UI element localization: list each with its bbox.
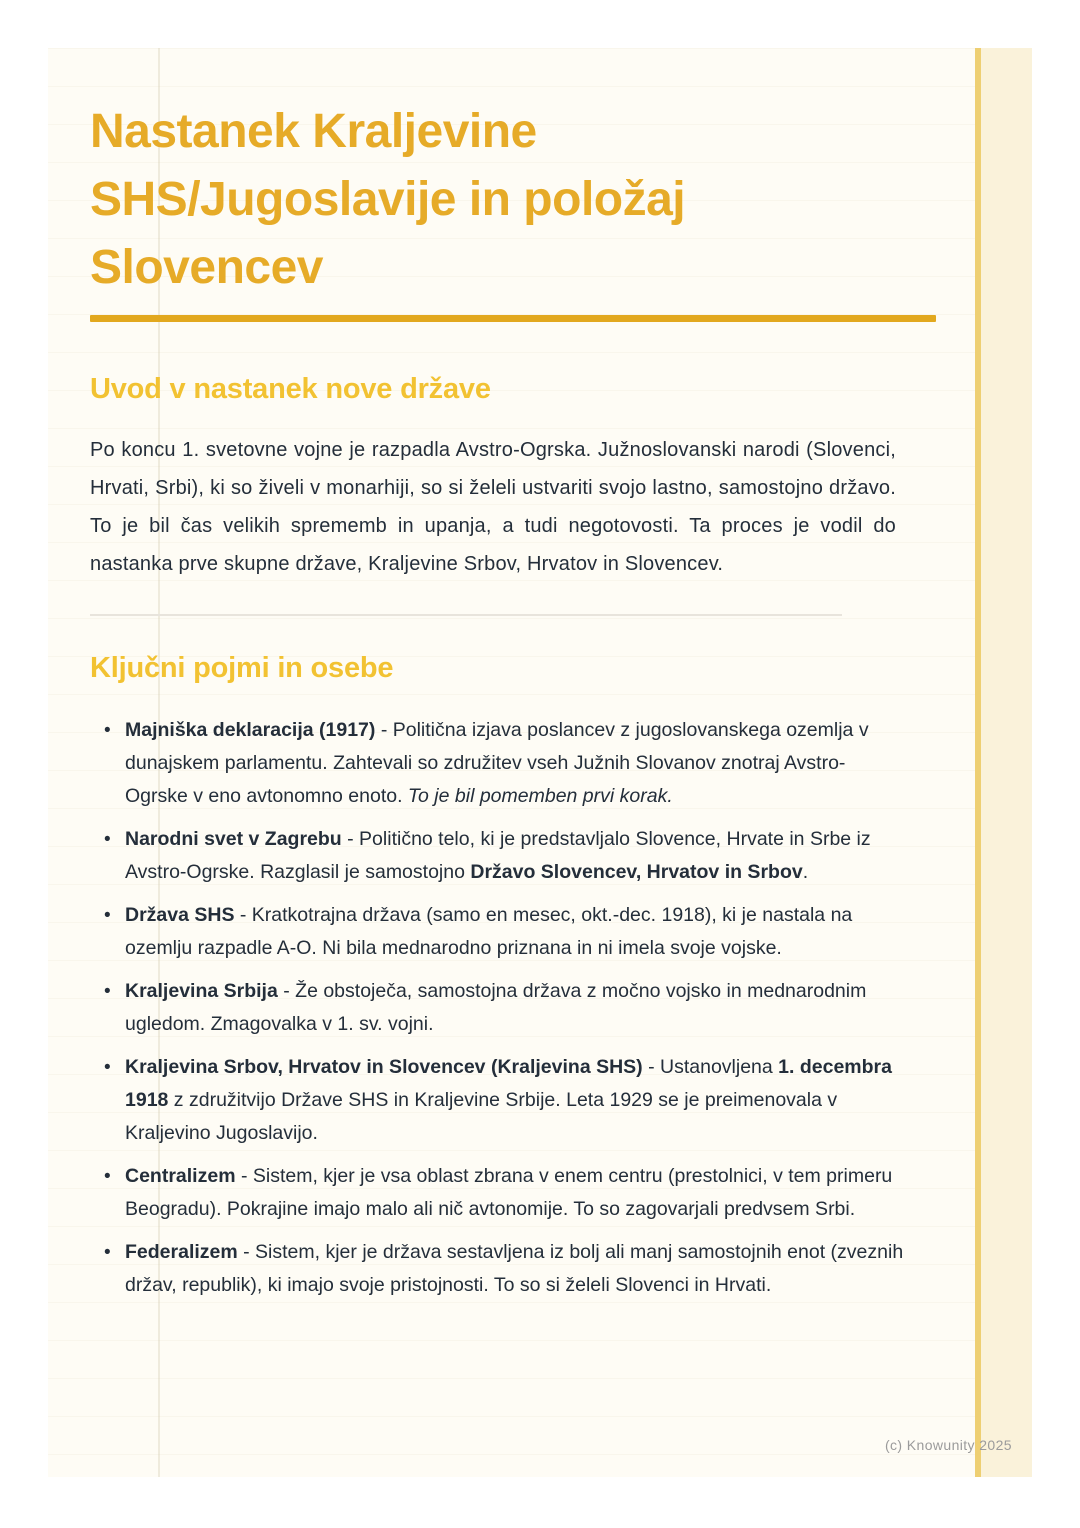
bullet-marker: • — [104, 1057, 111, 1078]
page-title-line: Nastanek Kraljevine — [90, 105, 537, 158]
bullet-marker: • — [104, 720, 111, 741]
list-item — [104, 899, 904, 965]
term-text: Federalizem - Sistem, kjer je država sestavljena iz bolj ali manj samostojnih enot (zveznih držav, republik), ki imajo svoje pristojnosti. To so si želeli Slovenci in Hrvati. — [125, 1241, 904, 1296]
bullet-marker: • — [104, 981, 111, 1002]
section-divider — [90, 614, 842, 616]
intro-paragraph: Po koncu 1. svetovne vojne je razpadla Avstro-Ogrska. Južnoslovanski narodi (Slovenci, Hrvati, Srbi), ki so živeli v monarhiji, so si želeli ustvariti svojo lastno, samostojno državo. To je bil čas velikih sprememb in upanja, a tudi negotovosti. Ta proces je vodil do nastanka prve skupne države, Kraljevine Srbov, Hrvatov in Slovencev. — [90, 439, 896, 575]
notes-page — [48, 48, 1032, 1477]
bullet-marker: • — [104, 1242, 111, 1263]
term-text: Kraljevina Srbov, Hrvatov in Slovencev (Kraljevina SHS) - Ustanovljena 1. decembra 1918 z združitvijo Države SHS in Kraljevine Srbije. Leta 1929 se je preimenovala v Kraljevino Jugoslavijo. — [125, 1056, 892, 1144]
section-heading-intro: Uvod v nastanek nove države — [90, 373, 491, 405]
list-item — [104, 1236, 904, 1302]
bullet-marker: • — [104, 829, 111, 850]
list-item — [104, 823, 904, 889]
list-item — [104, 975, 904, 1041]
copyright-watermark: (c) Knowunity 2025 — [884, 1437, 1012, 1453]
term-text: Majniška deklaracija (1917) - Politična izjava poslancev z jugoslovanskega ozemlja v dunajskem parlamentu. Zahtevali so združitev vseh Južnih Slovanov znotraj Avstro-Ogrske v eno avtonomno enoto. To je bil pomemben prvi korak. — [125, 719, 869, 807]
term-text: Centralizem - Sistem, kjer je vsa oblast zbrana v enem centru (prestolnici, v tem primeru Beogradu). Pokrajine imajo malo ali nič avtonomije. To so zagovarjali predvsem Srbi. — [125, 1165, 893, 1220]
list-item — [104, 714, 904, 813]
bullet-marker: • — [104, 1166, 111, 1187]
page-title-line: SHS/Jugoslavije in položaj — [90, 173, 686, 226]
key-terms-list — [90, 714, 904, 1302]
bullet-marker: • — [104, 905, 111, 926]
list-item — [104, 1160, 904, 1226]
term-text: Narodni svet v Zagrebu - Politično telo, ki je predstavljalo Slovence, Hrvate in Srbe iz Avstro-Ogrske. Razglasil je samostojno Državo Slovencev, Hrvatov in Srbov. — [125, 828, 871, 883]
section-heading-key-terms: Ključni pojmi in osebe — [90, 652, 394, 684]
page-title — [90, 98, 936, 302]
term-text: Kraljevina Srbija - Že obstoječa, samostojna država z močno vojsko in mednarodnim ugledom. Zmagovalka v 1. sv. vojni. — [125, 980, 867, 1035]
term-text: Država SHS - Kratkotrajna država (samo en mesec, okt.-dec. 1918), ki je nastala na ozemlju razpadle A-O. Ni bila mednarodno priznana in ni imela svoje vojske. — [125, 904, 853, 959]
page-content — [90, 48, 936, 1302]
page-edge-accent-band — [975, 48, 1032, 1477]
title-underline-rule — [90, 315, 936, 322]
list-item — [104, 1051, 904, 1150]
page-title-line: Slovencev — [90, 241, 323, 294]
